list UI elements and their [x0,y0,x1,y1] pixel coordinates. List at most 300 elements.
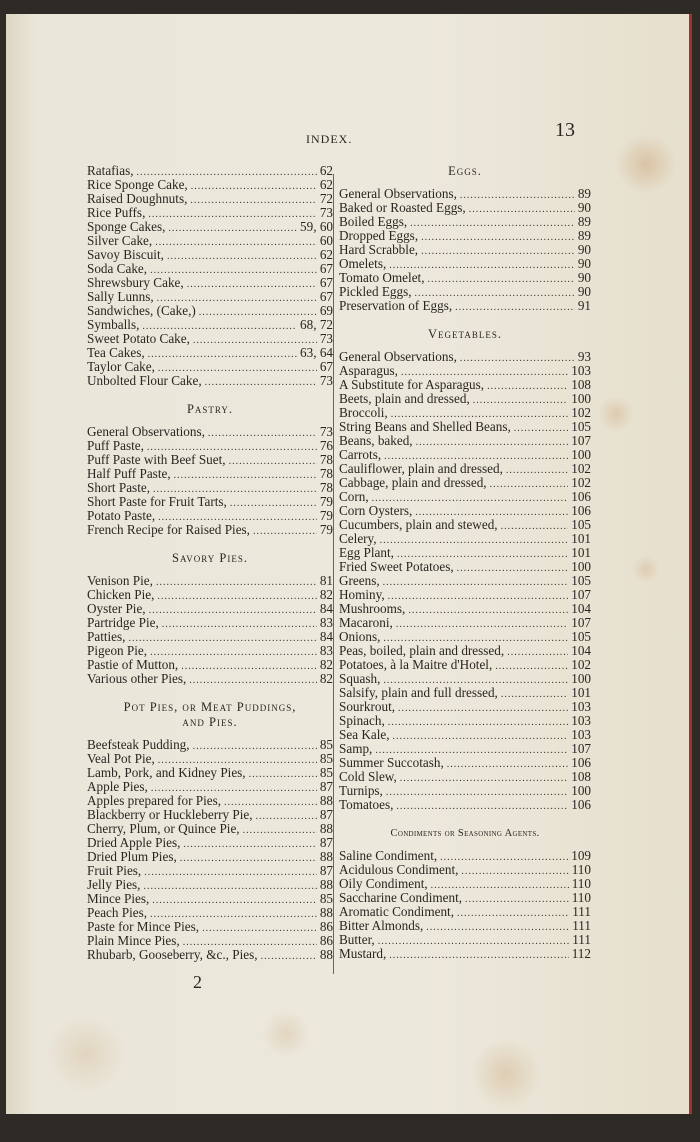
entry-title: Salsify, plain and full dressed, [339,685,498,700]
pastry-entries [87,425,333,537]
entry-page: 89 [577,228,591,243]
entry-page: 62 [319,247,333,262]
entry-title: General Observations, [339,349,457,364]
entry-page: 104 [571,601,591,616]
entry-title: Pigeon Pie, [87,643,148,658]
entry-title: Paste for Mince Pies, [87,919,200,934]
entry-page: 90 [577,242,591,257]
entry-page: 78 [319,466,333,481]
entry-page: 106 [571,503,591,518]
entry-title: Saccharine Condiment, [339,890,463,905]
dot-leader [144,866,317,880]
dot-leader [428,273,575,287]
index-entry [87,672,333,686]
index-entry [339,602,591,616]
entry-page: 59, 60 [300,219,333,234]
dot-leader [253,525,317,539]
dot-leader [187,278,317,292]
entry-title: Rice Sponge Cake, [87,177,188,192]
index-entry [87,318,333,332]
index-entry [339,658,591,672]
entry-page: 112 [571,946,591,961]
dot-leader [490,478,569,492]
entry-page: 85 [319,765,333,780]
entry-page: 88 [319,849,333,864]
entry-title: Boiled Eggs, [339,214,408,229]
index-entry [87,644,333,658]
index-entry [339,560,591,574]
entry-title: Oyster Pie, [87,601,146,616]
entry-title: Tomato Omelet, [339,270,425,285]
entry-page: 107 [571,615,591,630]
pot-pies-entries [87,738,333,962]
dot-leader [256,810,317,824]
index-entry [87,290,333,304]
entry-title: String Beans and Shelled Beans, [339,419,511,434]
entry-page: 84 [319,629,333,644]
entry-page: 111 [572,918,591,933]
entry-title: Hard Scrabble, [339,242,419,257]
index-entry [87,780,333,794]
entry-page: 88 [319,905,333,920]
entry-title: Silver Cake, [87,233,153,248]
entry-title: General Observations, [339,186,457,201]
dot-leader [400,772,568,786]
entry-title: Jelly Pies, [87,877,141,892]
condiments-entries [339,849,591,961]
entry-title: Pickled Eggs, [339,284,412,299]
dot-leader [455,301,575,315]
entry-title: French Recipe for Raised Pies, [87,522,250,537]
entry-page: 102 [571,657,591,672]
entry-page: 87 [319,835,333,850]
index-entry [87,262,333,276]
entry-page: 67 [319,289,333,304]
dot-leader [460,189,575,203]
index-entry [339,518,591,532]
index-entry [87,234,333,248]
index-entry [87,878,333,892]
entry-title: Puff Paste with Beef Suet, [87,452,226,467]
dot-leader [205,376,317,390]
section-heading-condiments: Condiments or Seasoning Agents. [390,828,540,839]
entry-title: Corn, [339,489,369,504]
section-heading-vegetables: Vegetables. [428,327,502,341]
entry-title: Blackberry or Huckleberry Pie, [87,807,253,822]
entry-page: 105 [571,629,591,644]
dot-leader [128,632,316,646]
entry-title: Sponge Cakes, [87,219,166,234]
entry-title: Cauliflower, plain and dressed, [339,461,503,476]
index-entry [339,378,591,392]
index-entry [87,164,333,178]
dot-leader [393,730,569,744]
entry-page: 87 [319,863,333,878]
entry-title: Sally Lunns, [87,289,154,304]
entry-page: 89 [577,214,591,229]
entry-title: Summer Succotash, [339,755,444,770]
index-entry [87,425,333,439]
dot-leader [148,348,297,362]
index-entry [339,849,591,863]
entry-title: Sourkrout, [339,699,396,714]
entry-page: 100 [571,391,591,406]
entry-title: Sweet Potato Cake, [87,331,190,346]
index-entry [339,532,591,546]
entry-title: Plain Mince Pies, [87,933,180,948]
entry-page: 89 [577,186,591,201]
section-heading-pastry: Pastry. [186,402,234,416]
dot-leader [388,590,569,604]
entry-title: Tomatoes, [339,797,394,812]
section-heading-eggs: Eggs. [448,164,482,178]
dot-leader [181,660,317,674]
index-entry [339,588,591,602]
entry-page: 101 [571,685,591,700]
index-entry [339,686,591,700]
entry-title: Macaroni, [339,615,393,630]
entry-page: 101 [571,545,591,560]
index-entry [87,248,333,262]
entry-page: 88 [319,947,333,962]
entry-page: 106 [571,755,591,770]
index-entry [339,947,591,961]
entry-title: Fruit Pies, [87,863,142,878]
entry-page: 67 [319,261,333,276]
entry-page: 67 [319,359,333,374]
entry-page: 107 [571,587,591,602]
entry-page: 82 [319,587,333,602]
entry-title: Savoy Biscuit, [87,247,164,262]
entry-page: 60 [319,233,333,248]
index-entry [339,919,591,933]
entry-title: A Substitute for Asparagus, [339,377,485,392]
index-entry [339,229,591,243]
entry-title: Butter, [339,932,375,947]
entry-title: Dried Plum Pies, [87,849,177,864]
entry-page: 105 [571,419,591,434]
entry-title: Egg Plant, [339,545,394,560]
entry-title: Apple Pies, [87,779,148,794]
dot-leader [156,576,317,590]
entry-page: 90 [577,284,591,299]
entry-title: Dried Apple Pies, [87,835,181,850]
dot-leader [157,590,316,604]
entry-page: 68, 72 [300,317,333,332]
dot-leader [180,852,317,866]
entry-page: 106 [571,797,591,812]
entry-page: 103 [571,713,591,728]
index-entry [87,481,333,495]
entry-title: Shrewsbury Cake, [87,275,184,290]
entry-page: 73 [319,331,333,346]
entry-title: Mince Pies, [87,891,150,906]
right-column [339,164,591,961]
entry-title: Symballs, [87,317,140,332]
index-entry [339,798,591,812]
entry-title: Short Paste, [87,480,151,495]
entry-page: 72 [319,191,333,206]
index-entry [339,784,591,798]
index-entry [87,332,333,346]
index-entry [339,364,591,378]
index-entry [339,434,591,448]
dot-leader [461,865,568,879]
dot-leader [501,688,568,702]
dot-leader [389,949,568,963]
entry-page: 103 [571,699,591,714]
dot-leader [229,455,317,469]
entry-page: 62 [319,177,333,192]
dot-leader [416,436,569,450]
index-entry [87,738,333,752]
index-entry [87,276,333,290]
index-entry [87,766,333,780]
entry-page: 107 [571,433,591,448]
index-entry [339,257,591,271]
left-column [87,164,333,962]
index-entry [87,304,333,318]
entry-page: 87 [319,807,333,822]
index-entry [339,714,591,728]
entry-title: Puff Paste, [87,438,144,453]
entry-title: Preservation of Eggs, [339,298,453,313]
entry-title: Raised Doughnuts, [87,191,188,206]
dot-leader [183,838,316,852]
entry-title: Venison Pie, [87,573,153,588]
dot-leader [421,245,575,259]
dot-leader [261,950,317,964]
entry-page: 111 [572,904,591,919]
index-entry [339,406,591,420]
dot-leader [388,716,568,730]
entry-page: 87 [319,779,333,794]
index-entry [339,756,591,770]
index-entry [339,891,591,905]
entry-page: 79 [319,494,333,509]
index-entry [87,453,333,467]
entry-title: Peas, boiled, plain and dressed, [339,643,505,658]
entry-title: Sea Kale, [339,727,390,742]
entry-title: Rhubarb, Gooseberry, &c., Pies, [87,947,258,962]
entry-title: General Observations, [87,424,205,439]
entry-page: 82 [319,671,333,686]
entry-title: Broccoli, [339,405,388,420]
entry-title: Celery, [339,531,377,546]
entry-title: Onions, [339,629,381,644]
entry-title: Omelets, [339,256,387,271]
index-entry [87,360,333,374]
index-entry [87,178,333,192]
dot-leader [168,222,297,236]
entry-title: Pastie of Mutton, [87,657,179,672]
entry-page: 73 [319,373,333,388]
index-entry [339,672,591,686]
entry-title: Potatoes, à la Maitre d'Hotel, [339,657,493,672]
entry-page: 85 [319,737,333,752]
entry-page: 82 [319,657,333,672]
index-entry [87,602,333,616]
index-entry [339,933,591,947]
section-heading-pot-pies: Pot Pies, or Meat Puddings, [123,700,297,714]
index-entry [87,892,333,906]
dot-leader [202,922,317,936]
entry-page: 100 [571,447,591,462]
dot-leader [189,674,317,688]
entry-page: 63, 64 [300,345,333,360]
index-entry [87,574,333,588]
index-entry [87,523,333,537]
entry-title: Various other Pies, [87,671,187,686]
entry-page: 110 [571,890,591,905]
entry-page: 86 [319,933,333,948]
entry-page: 102 [571,475,591,490]
index-entry [87,206,333,220]
index-entry [87,836,333,850]
entry-page: 103 [571,727,591,742]
dot-leader [501,520,569,534]
index-entry [87,864,333,878]
dot-leader [396,800,568,814]
dot-leader [193,740,317,754]
entry-page: 88 [319,877,333,892]
dot-leader [152,894,317,908]
index-entry [339,299,591,313]
entry-title: Fried Sweet Potatoes, [339,559,454,574]
dot-leader [507,646,568,660]
dot-leader [487,380,568,394]
index-entry [339,630,591,644]
entry-page: 104 [571,643,591,658]
entry-page: 85 [319,751,333,766]
entry-title: Tea Cakes, [87,345,145,360]
entry-page: 101 [571,531,591,546]
entry-title: Baked or Roasted Eggs, [339,200,466,215]
entry-page: 100 [571,783,591,798]
entry-title: Half Puff Paste, [87,466,171,481]
entry-title: Soda Cake, [87,261,148,276]
entry-page: 107 [571,741,591,756]
entry-title: Samp, [339,741,373,756]
index-entry [87,588,333,602]
index-entry [339,700,591,714]
index-entry [339,285,591,299]
index-entry [339,350,591,364]
entry-title: Beets, plain and dressed, [339,391,470,406]
page-number: 13 [555,119,575,141]
index-entry [87,467,333,481]
entry-page: 102 [571,405,591,420]
index-entry [339,574,591,588]
column-divider [333,174,334,974]
entry-title: Short Paste for Fruit Tarts, [87,494,227,509]
savory-pies-entries [87,574,333,686]
index-entry [87,794,333,808]
entry-title: Cold Slew, [339,769,397,784]
entry-title: Partridge Pie, [87,615,159,630]
cake-entries [87,164,333,388]
index-entry [339,420,591,434]
index-entry [339,546,591,560]
entry-page: 69 [319,303,333,318]
entry-title: Squash, [339,671,381,686]
entry-title: Cherry, Plum, or Quince Pie, [87,821,240,836]
entry-page: 85 [319,891,333,906]
entry-page: 108 [571,769,591,784]
index-entry [339,728,591,742]
signature-mark: 2 [193,972,202,992]
dot-leader [193,334,317,348]
entry-title: Peach Pies, [87,905,148,920]
entry-page: 84 [319,601,333,616]
dot-leader [495,660,568,674]
dot-leader [473,394,568,408]
entry-page: 111 [572,932,591,947]
entry-page: 105 [571,573,591,588]
entry-page: 91 [577,298,591,313]
entry-title: Saline Condiment, [339,848,438,863]
entry-page: 102 [571,461,591,476]
index-entry [87,920,333,934]
entry-page: 90 [577,270,591,285]
entry-page: 90 [577,256,591,271]
index-entry [339,243,591,257]
entry-title: Patties, [87,629,126,644]
dot-leader [460,352,575,366]
entry-page: 100 [571,671,591,686]
dot-leader [421,231,575,245]
dot-leader [149,604,317,618]
dot-leader [506,464,568,478]
entry-page: 79 [319,508,333,523]
dot-leader [155,236,317,250]
dot-leader [230,497,317,511]
dot-leader [386,786,568,800]
index-entry [87,374,333,388]
dot-leader [457,907,569,921]
entry-title: Dropped Eggs, [339,228,419,243]
section-heading-pot-pies-line2: and Pies. [182,715,238,729]
index-entry [339,490,591,504]
entry-page: 62 [319,163,333,178]
entry-page: 103 [571,363,591,378]
index-entry [87,850,333,864]
index-entry [87,808,333,822]
entry-title: Corn Oysters, [339,503,413,518]
entry-title: Unbolted Flour Cake, [87,373,202,388]
dot-leader [457,562,569,576]
entry-title: Taylor Cake, [87,359,155,374]
index-entry [339,476,591,490]
entry-page: 78 [319,452,333,467]
index-entry [339,448,591,462]
index-entry [87,630,333,644]
entry-title: Asparagus, [339,363,398,378]
entry-page: 86 [319,919,333,934]
entry-title: Beefsteak Pudding, [87,737,190,752]
entry-page: 67 [319,275,333,290]
entry-page: 73 [319,424,333,439]
index-entry [339,504,591,518]
entry-title: Hominy, [339,587,385,602]
index-entry [87,220,333,234]
dot-leader [148,208,316,222]
dot-leader [143,880,316,894]
index-entry [87,934,333,948]
index-entry [339,215,591,229]
dot-leader [378,935,569,949]
entry-page: 106 [571,489,591,504]
